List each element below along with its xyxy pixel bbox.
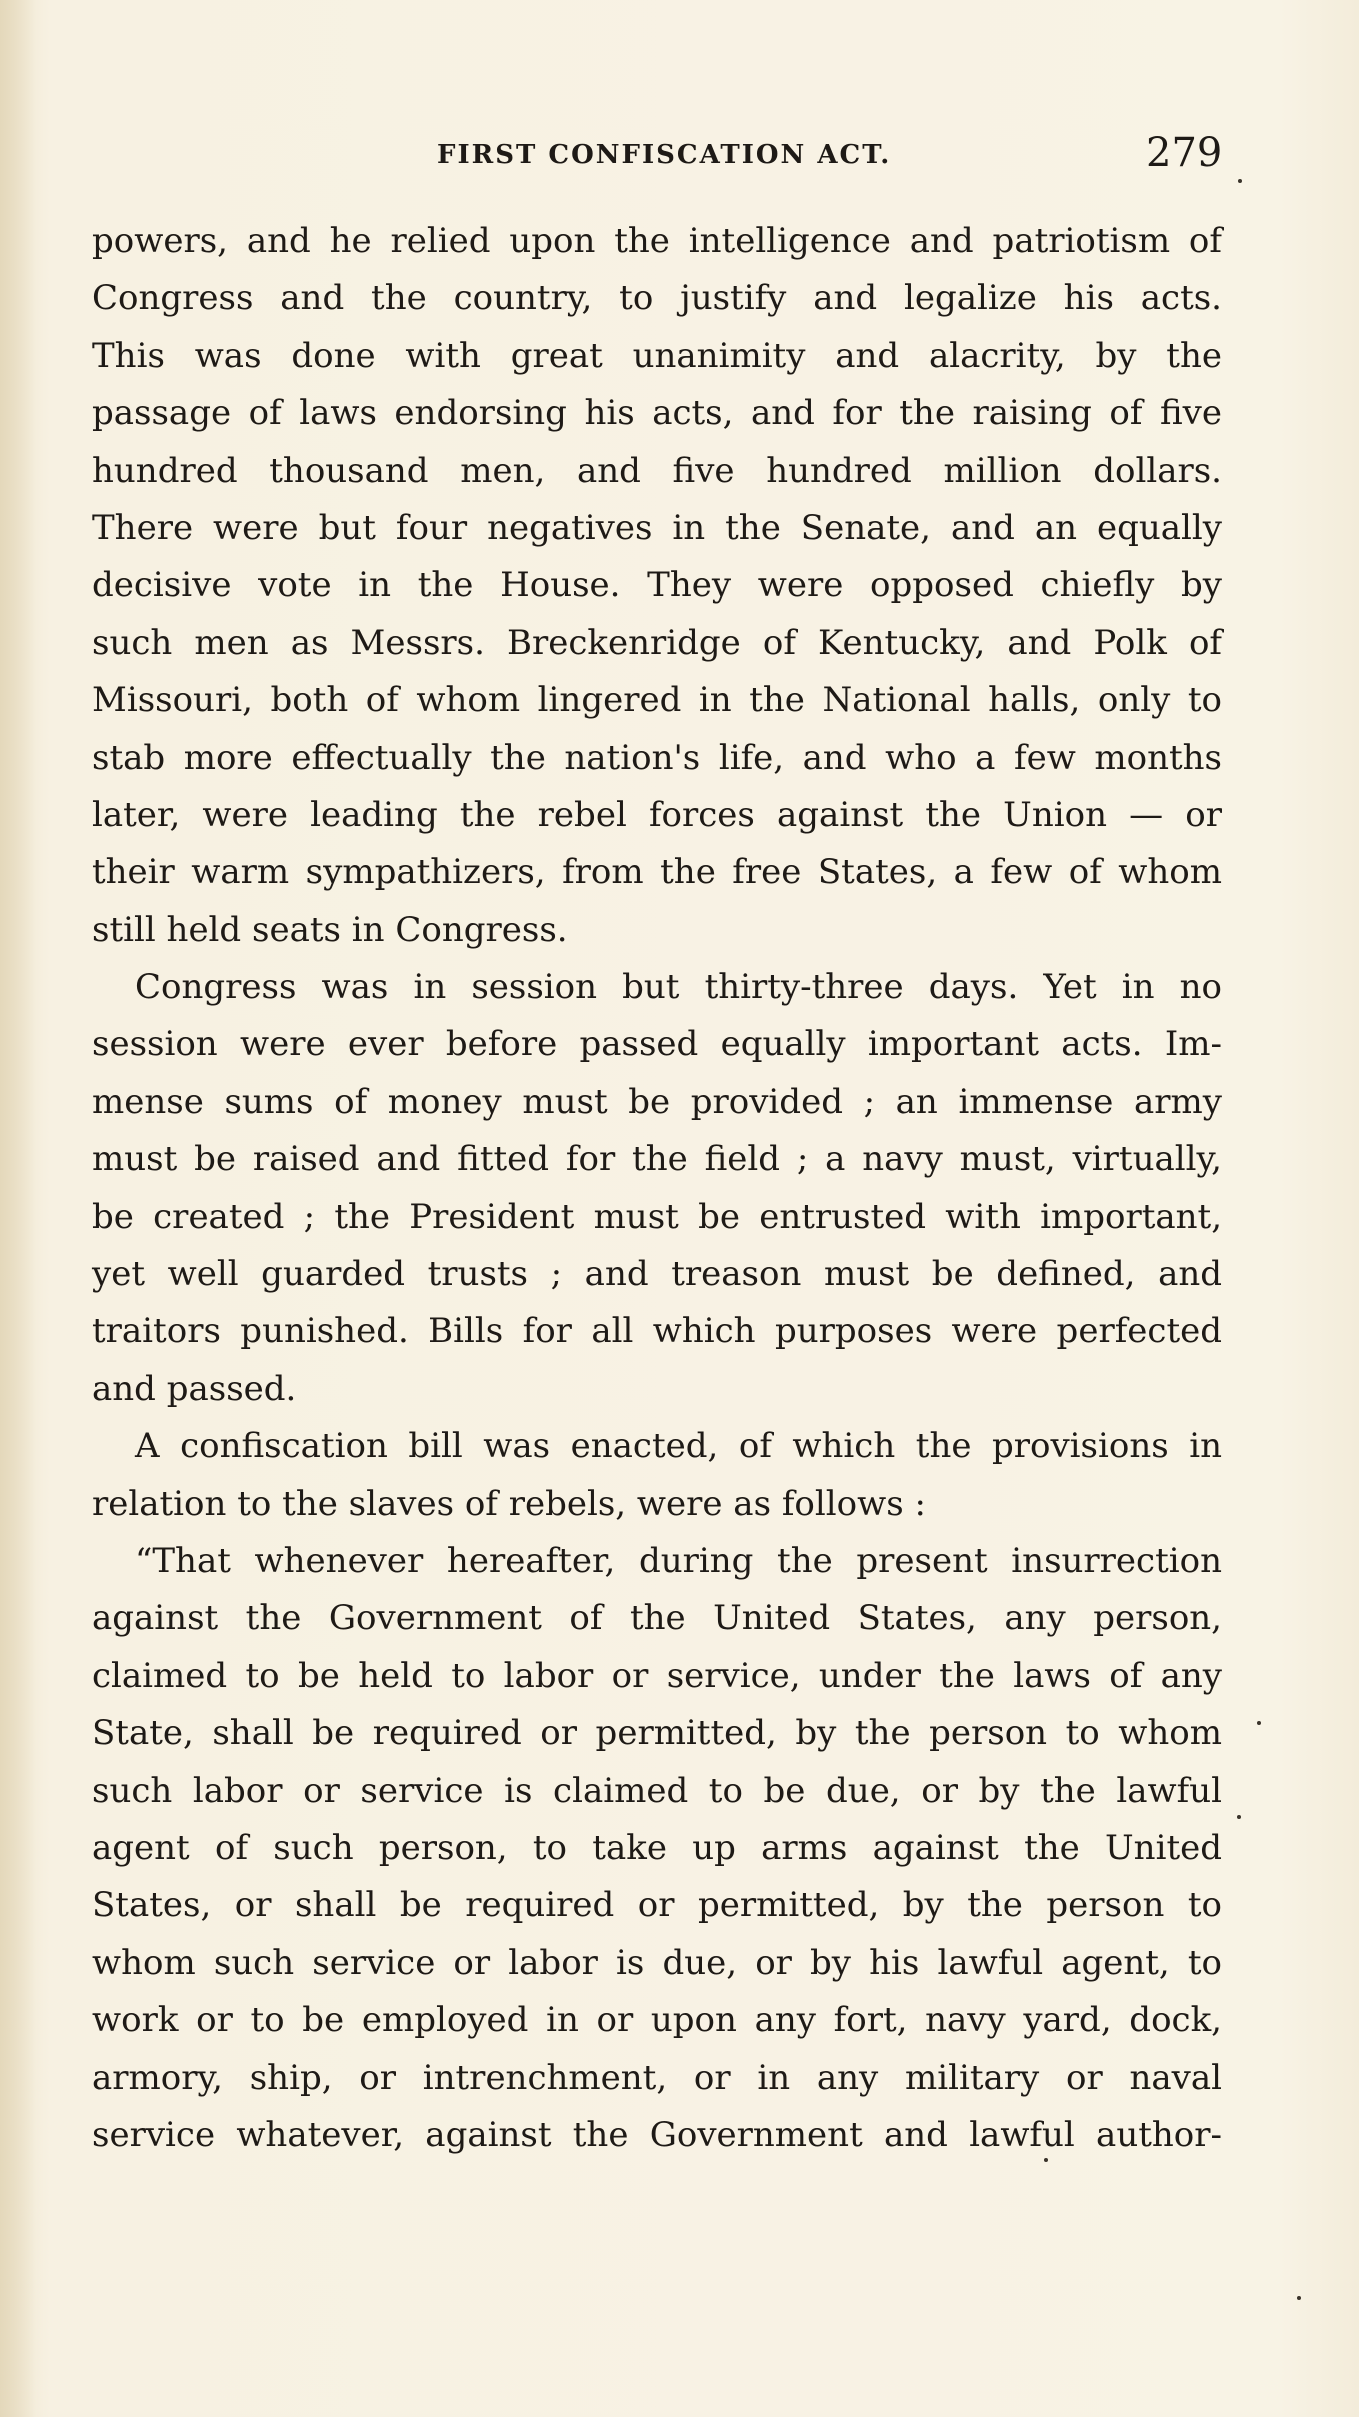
text-line: hundred thousand men, and five hundred million dollars. <box>92 450 1222 491</box>
text-line: against the Government of the United States, any person, <box>92 1598 1222 1639</box>
paragraph-start-line: A confiscation bill was enacted, of which the provisions in <box>135 1426 1222 1467</box>
text-line: decisive vote in the House. They were opposed chiefly by <box>92 565 1222 606</box>
running-head: FIRST CONFISCATION ACT. <box>437 140 892 170</box>
ink-speck <box>1044 2158 1048 2162</box>
ink-speck <box>1257 1721 1261 1725</box>
page-header <box>0 130 1359 190</box>
text-line: traitors punished. Bills for all which purposes were perfected <box>92 1311 1222 1352</box>
text-line: There were but four negatives in the Senate, and an equally <box>92 507 1222 548</box>
text-line: mense sums of money must be provided ; an immense army <box>92 1081 1222 1122</box>
page-number: 279 <box>1146 130 1223 176</box>
ink-speck <box>1238 179 1242 183</box>
text-line: their warm sympathizers, from the free States, a few of whom <box>92 852 1222 893</box>
text-line: Congress and the country, to justify and legalize his acts. <box>92 278 1222 319</box>
text-line: yet well guarded trusts ; and treason must be defined, and <box>92 1254 1222 1295</box>
text-line: passage of laws endorsing his acts, and for the raising of five <box>92 393 1222 434</box>
text-line: service whatever, against the Government and lawful author- <box>92 2114 1222 2155</box>
text-line: still held seats in Congress. <box>92 909 568 950</box>
text-line: Missouri, both of whom lingered in the National halls, only to <box>92 680 1222 721</box>
text-line: such men as Messrs. Breckenridge of Kentucky, and Polk of <box>92 622 1222 663</box>
text-line: This was done with great unanimity and alacrity, by the <box>92 335 1222 376</box>
text-line: powers, and he relied upon the intelligence and patriotism of <box>92 221 1222 261</box>
text-line: must be raised and fitted for the field ; a navy must, virtually, <box>92 1139 1222 1180</box>
paragraph-start-line: Congress was in session but thirty-three days. Yet in no <box>135 967 1222 1008</box>
text-line: agent of such person, to take up arms against the United <box>92 1827 1222 1868</box>
text-line: States, or shall be required or permitted, by the person to <box>92 1885 1222 1926</box>
text-line: stab more effectually the nation's life, and who a few months <box>92 737 1222 778</box>
text-line: such labor or service is claimed to be due, or by the lawful <box>92 1770 1222 1811</box>
page-gutter-shading <box>0 0 36 2417</box>
text-line: later, were leading the rebel forces against the Union — or <box>92 794 1222 835</box>
text-line: and passed. <box>92 1368 297 1409</box>
text-line: session were ever before passed equally important acts. Im- <box>92 1024 1222 1065</box>
text-line: State, shall be required or permitted, by the person to whom <box>92 1713 1222 1754</box>
quote-start-line: “That whenever hereafter, during the present insurrection <box>135 1540 1222 1581</box>
text-line: work or to be employed in or upon any fort, navy yard, dock, <box>92 2000 1222 2041</box>
text-line: armory, ship, or intrenchment, or in any military or naval <box>92 2057 1222 2098</box>
body-text <box>92 213 1222 2164</box>
text-line: be created ; the President must be entrusted with important, <box>92 1196 1222 1237</box>
text-line: whom such service or labor is due, or by his lawful agent, to <box>92 1942 1222 1983</box>
text-line: relation to the slaves of rebels, were as follows : <box>92 1483 926 1524</box>
text-line: claimed to be held to labor or service, under the laws of any <box>92 1655 1222 1696</box>
ink-speck <box>1237 1815 1241 1819</box>
ink-speck <box>1297 2296 1301 2300</box>
